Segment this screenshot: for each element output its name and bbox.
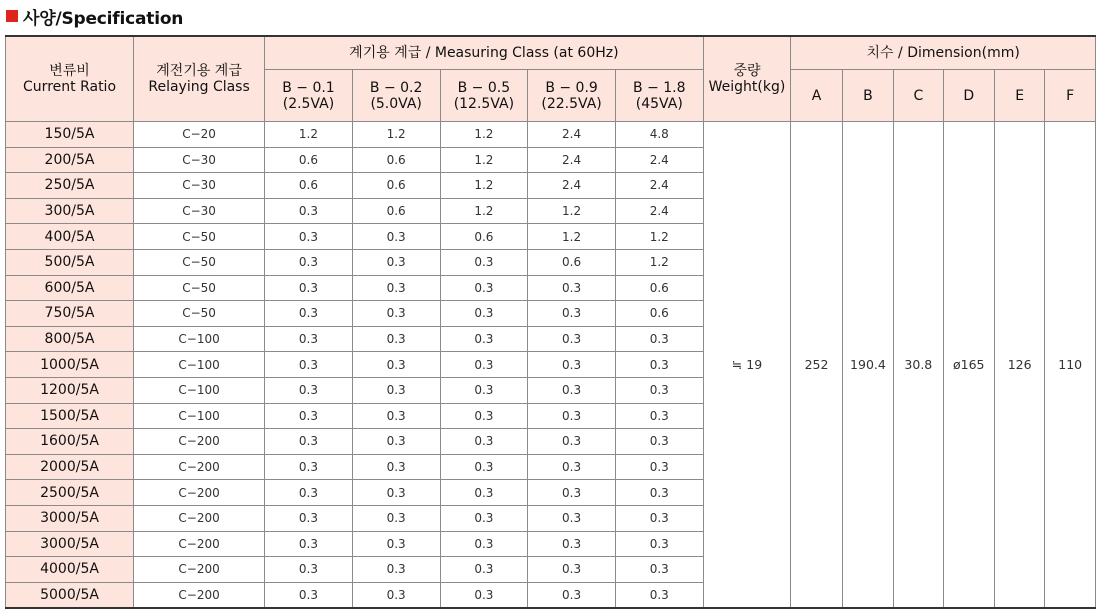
- relaying-class-cell: C−50: [134, 301, 265, 327]
- header-burden-5: [615, 70, 703, 122]
- burden-value-cell: 0.3: [440, 377, 528, 403]
- burden-value-cell: 1.2: [528, 224, 616, 250]
- burden-value-cell: 0.3: [352, 224, 440, 250]
- burden-value-cell: 1.2: [265, 122, 353, 148]
- burden-value-cell: 0.3: [352, 454, 440, 480]
- current-ratio-cell: 600/5A: [6, 275, 134, 301]
- burden-value-cell: 1.2: [615, 224, 703, 250]
- burden-name: B − 0.2: [369, 79, 423, 96]
- burden-value-cell: 0.3: [615, 377, 703, 403]
- header-current-ratio: [6, 36, 134, 122]
- relaying-class-cell: C−200: [134, 505, 265, 531]
- burden-value-cell: 0.3: [615, 505, 703, 531]
- burden-va: (45VA): [635, 95, 683, 112]
- burden-value-cell: 0.3: [440, 480, 528, 506]
- burden-value-cell: 0.3: [440, 275, 528, 301]
- current-ratio-cell: 250/5A: [6, 173, 134, 199]
- header-dim-b: B: [842, 70, 893, 122]
- relaying-class-cell: C−200: [134, 557, 265, 583]
- header-measuring-class: 계기용 계급 / Measuring Class (at 60Hz): [265, 36, 704, 70]
- current-ratio-cell: 800/5A: [6, 326, 134, 352]
- red-square-icon: [6, 10, 18, 22]
- burden-value-cell: 0.3: [528, 275, 616, 301]
- burden-value-cell: 0.3: [615, 326, 703, 352]
- current-ratio-cell: 150/5A: [6, 122, 134, 148]
- current-ratio-cell: 5000/5A: [6, 582, 134, 608]
- burden-value-cell: 0.3: [352, 352, 440, 378]
- relaying-class-cell: C−200: [134, 480, 265, 506]
- header-dimension: 치수 / Dimension(mm): [791, 36, 1096, 70]
- relaying-class-cell: C−200: [134, 429, 265, 455]
- current-ratio-cell: 1600/5A: [6, 429, 134, 455]
- dimension-a-cell: 252: [791, 122, 842, 609]
- dimension-d-cell: ø165: [943, 122, 994, 609]
- burden-value-cell: 0.6: [352, 173, 440, 199]
- burden-value-cell: 0.3: [440, 505, 528, 531]
- burden-value-cell: 0.6: [265, 173, 353, 199]
- relaying-class-cell: C−200: [134, 531, 265, 557]
- burden-value-cell: 0.3: [528, 326, 616, 352]
- burden-value-cell: 0.3: [265, 557, 353, 583]
- burden-name: B − 0.5: [457, 79, 511, 96]
- current-ratio-cell: 2500/5A: [6, 480, 134, 506]
- header-burden-3: [440, 70, 528, 122]
- burden-value-cell: 0.6: [615, 275, 703, 301]
- header-relaying-class-en: Relaying Class: [148, 79, 250, 95]
- relaying-class-cell: C−100: [134, 352, 265, 378]
- burden-value-cell: 0.3: [440, 454, 528, 480]
- burden-value-cell: 0.3: [615, 429, 703, 455]
- burden-value-cell: 0.6: [440, 224, 528, 250]
- relaying-class-cell: C−50: [134, 224, 265, 250]
- header-dim-d: D: [943, 70, 994, 122]
- header-weight: [703, 36, 791, 122]
- relaying-class-cell: C−30: [134, 198, 265, 224]
- burden-value-cell: 2.4: [528, 173, 616, 199]
- burden-value-cell: 0.3: [352, 582, 440, 608]
- burden-value-cell: 0.3: [615, 531, 703, 557]
- burden-value-cell: 0.3: [265, 301, 353, 327]
- burden-value-cell: 0.3: [265, 531, 353, 557]
- burden-value-cell: 0.3: [528, 505, 616, 531]
- section-title: [6, 4, 183, 28]
- burden-value-cell: 0.3: [528, 582, 616, 608]
- burden-value-cell: 0.3: [615, 557, 703, 583]
- burden-value-cell: 0.3: [265, 454, 353, 480]
- current-ratio-cell: 300/5A: [6, 198, 134, 224]
- burden-value-cell: 2.4: [528, 147, 616, 173]
- burden-name: B − 0.9: [545, 79, 598, 96]
- burden-value-cell: 0.3: [265, 326, 353, 352]
- header-burden-2: [352, 70, 440, 122]
- relaying-class-cell: C−30: [134, 147, 265, 173]
- burden-value-cell: 0.3: [615, 454, 703, 480]
- relaying-class-cell: C−50: [134, 249, 265, 275]
- burden-value-cell: 1.2: [440, 198, 528, 224]
- burden-value-cell: 0.3: [440, 531, 528, 557]
- header-burden-1: [265, 70, 353, 122]
- burden-value-cell: 0.3: [440, 326, 528, 352]
- burden-value-cell: 0.3: [352, 557, 440, 583]
- burden-value-cell: 2.4: [615, 173, 703, 199]
- current-ratio-cell: 1500/5A: [6, 403, 134, 429]
- burden-value-cell: 0.3: [265, 505, 353, 531]
- relaying-class-cell: C−200: [134, 454, 265, 480]
- burden-value-cell: 0.3: [528, 557, 616, 583]
- relaying-class-cell: C−100: [134, 326, 265, 352]
- relaying-class-cell: C−200: [134, 582, 265, 608]
- current-ratio-cell: 4000/5A: [6, 557, 134, 583]
- burden-value-cell: 0.3: [265, 429, 353, 455]
- burden-value-cell: 0.3: [352, 531, 440, 557]
- header-current-ratio-en: Current Ratio: [23, 79, 117, 95]
- burden-value-cell: 0.3: [352, 403, 440, 429]
- header-dim-c: C: [894, 70, 943, 122]
- header-weight-ko: 중량: [733, 63, 761, 79]
- current-ratio-cell: 750/5A: [6, 301, 134, 327]
- burden-value-cell: 0.3: [352, 249, 440, 275]
- burden-value-cell: 0.3: [528, 301, 616, 327]
- burden-value-cell: 0.3: [265, 352, 353, 378]
- header-dim-e: E: [994, 70, 1044, 122]
- burden-value-cell: 0.3: [265, 249, 353, 275]
- section-title-text: 사양/Specification: [23, 8, 184, 29]
- burden-value-cell: 0.3: [615, 403, 703, 429]
- burden-value-cell: 0.3: [265, 582, 353, 608]
- burden-value-cell: 1.2: [440, 147, 528, 173]
- dimension-b-cell: 190.4: [842, 122, 893, 609]
- burden-value-cell: 0.3: [440, 557, 528, 583]
- burden-value-cell: 0.6: [352, 198, 440, 224]
- burden-value-cell: 0.3: [265, 224, 353, 250]
- dimension-f-cell: 110: [1045, 122, 1096, 609]
- relaying-class-cell: C−30: [134, 173, 265, 199]
- burden-va: (5.0VA): [370, 95, 422, 112]
- burden-value-cell: 0.3: [265, 480, 353, 506]
- burden-value-cell: 2.4: [615, 147, 703, 173]
- burden-value-cell: 4.8: [615, 122, 703, 148]
- specification-table: [5, 35, 1096, 609]
- current-ratio-cell: 2000/5A: [6, 454, 134, 480]
- current-ratio-cell: 3000/5A: [6, 505, 134, 531]
- burden-va: (12.5VA): [453, 95, 515, 112]
- burden-value-cell: 1.2: [615, 249, 703, 275]
- header-current-ratio-ko: 변류비: [49, 63, 90, 79]
- header-dim-a: A: [791, 70, 842, 122]
- table-row: [6, 122, 1096, 148]
- burden-value-cell: 0.3: [265, 403, 353, 429]
- burden-value-cell: 0.3: [528, 454, 616, 480]
- relaying-class-cell: C−100: [134, 403, 265, 429]
- burden-name: B − 0.1: [282, 79, 335, 96]
- burden-value-cell: 0.3: [352, 326, 440, 352]
- burden-value-cell: 0.6: [265, 147, 353, 173]
- dimension-e-cell: 126: [994, 122, 1044, 609]
- burden-value-cell: 0.3: [528, 403, 616, 429]
- burden-value-cell: 0.3: [265, 198, 353, 224]
- burden-value-cell: 0.3: [265, 275, 353, 301]
- burden-value-cell: 0.3: [528, 429, 616, 455]
- burden-value-cell: 0.3: [440, 403, 528, 429]
- burden-value-cell: 1.2: [352, 122, 440, 148]
- burden-va: (2.5VA): [282, 95, 335, 112]
- dimension-c-cell: 30.8: [894, 122, 943, 609]
- burden-value-cell: 0.3: [440, 352, 528, 378]
- weight-cell: ≒ 19: [703, 122, 791, 609]
- header-weight-en: Weight(kg): [708, 79, 786, 95]
- relaying-class-cell: C−100: [134, 377, 265, 403]
- current-ratio-cell: 3000/5A: [6, 531, 134, 557]
- burden-value-cell: 0.3: [615, 352, 703, 378]
- header-relaying-class-ko: 계전기용 계급: [156, 63, 242, 79]
- current-ratio-cell: 1000/5A: [6, 352, 134, 378]
- burden-value-cell: 0.3: [528, 531, 616, 557]
- burden-value-cell: 0.3: [528, 480, 616, 506]
- burden-va: (22.5VA): [541, 95, 602, 112]
- burden-value-cell: 0.3: [615, 582, 703, 608]
- burden-value-cell: 0.6: [615, 301, 703, 327]
- current-ratio-cell: 400/5A: [6, 224, 134, 250]
- burden-value-cell: 0.3: [352, 377, 440, 403]
- burden-value-cell: 0.3: [440, 301, 528, 327]
- header-dim-f: F: [1045, 70, 1096, 122]
- burden-value-cell: 0.6: [528, 249, 616, 275]
- burden-value-cell: 0.6: [352, 147, 440, 173]
- burden-value-cell: 0.3: [352, 505, 440, 531]
- current-ratio-cell: 1200/5A: [6, 377, 134, 403]
- burden-value-cell: 0.3: [528, 377, 616, 403]
- burden-value-cell: 0.3: [352, 429, 440, 455]
- header-relaying-class: [134, 36, 265, 122]
- burden-name: B − 1.8: [633, 79, 686, 96]
- burden-value-cell: 2.4: [528, 122, 616, 148]
- current-ratio-cell: 500/5A: [6, 249, 134, 275]
- burden-value-cell: 0.3: [440, 249, 528, 275]
- relaying-class-cell: C−50: [134, 275, 265, 301]
- burden-value-cell: 1.2: [528, 198, 616, 224]
- burden-value-cell: 0.3: [528, 352, 616, 378]
- burden-value-cell: 0.3: [352, 275, 440, 301]
- burden-value-cell: 1.2: [440, 122, 528, 148]
- relaying-class-cell: C−20: [134, 122, 265, 148]
- burden-value-cell: 0.3: [352, 480, 440, 506]
- burden-value-cell: 0.3: [440, 429, 528, 455]
- burden-value-cell: 0.3: [440, 582, 528, 608]
- burden-value-cell: 0.3: [265, 377, 353, 403]
- burden-value-cell: 0.3: [615, 480, 703, 506]
- header-burden-4: [528, 70, 616, 122]
- burden-value-cell: 0.3: [352, 301, 440, 327]
- burden-value-cell: 1.2: [440, 173, 528, 199]
- current-ratio-cell: 200/5A: [6, 147, 134, 173]
- burden-value-cell: 2.4: [615, 198, 703, 224]
